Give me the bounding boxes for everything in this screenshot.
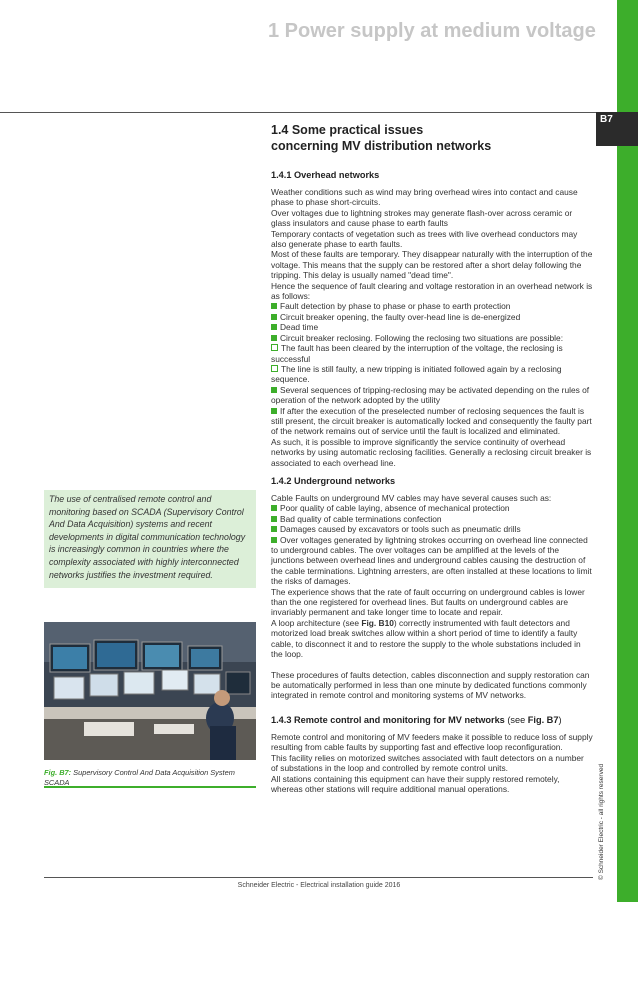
sidebar-note: The use of centralised remote control and monitoring based on SCADA (Supervisory Control And Data Acquisition) systems and recent developments in digital communication technology is increasingly common in countries where the complexity associated with highly interconnected networks justifies the investment required. xyxy=(44,490,256,588)
page-tab xyxy=(596,112,638,146)
paragraph: Hence the sequence of fault clearing and voltage restoration in an overhead network is as follows: xyxy=(271,280,593,302)
bullet-icon xyxy=(271,314,277,320)
section-title-line1: 1.4 Some practical issues xyxy=(271,123,424,137)
list-item: Poor quality of cable laying, absence of mechanical protection xyxy=(271,503,593,513)
list-item: Fault detection by phase to phase or phase to earth protection xyxy=(271,301,593,311)
caption-divider xyxy=(44,786,256,788)
paragraph: Most of these faults are temporary. They disappear naturally with the interruption of the voltage. This means that the supply can be restored after a short delay following the tripping. This delay is usually named "dead time". xyxy=(271,249,593,281)
figure-label: Fig. B7: xyxy=(44,768,72,777)
paragraph: As such, it is possible to improve significantly the service continuity of overhead networks by using automatic reclosing facilities. Generally a reclosing circuit breaker is associated to each overhead line. xyxy=(271,436,592,468)
bullet-icon xyxy=(271,303,277,309)
footer-divider xyxy=(44,877,593,878)
section-overhead-networks xyxy=(271,170,593,468)
paragraph: These procedures of faults detection, cables disconnection and supply restoration can be automatically performed in less than one minute by dedicated functions commonly integrated in remote control and monitoring systems of MV networks. xyxy=(271,669,590,701)
paragraph: A loop architecture (see Fig. B10) correctly instrumented with fault detectors and motorized load break switches allow within a short period of time to identify a faulty cable, to disconnect it and to restore the supply to the whole substations included in the loop. xyxy=(271,617,581,660)
sub-list-item: The fault has been cleared by the interruption of the voltage, the reclosing is successful xyxy=(271,343,563,364)
paragraph: Cable Faults on underground MV cables may have several causes such as: xyxy=(271,493,552,503)
paragraph: Remote control and monitoring of MV feeders make it possible to reduce loss of supply resulting from cable faults by supporting fast and effective loop reconfiguration. xyxy=(271,732,593,753)
header-divider xyxy=(0,112,596,113)
bullet-icon xyxy=(271,408,277,414)
heading-remote-control: 1.4.3 Remote control and monitoring for MV networks (see Fig. B7) xyxy=(271,715,562,725)
sub-list-item: The line is still faulty, a new tripping is initiated followed again by a reclosing sequence. xyxy=(271,363,562,385)
bullet-icon xyxy=(271,324,277,330)
page-tab-label: B7 xyxy=(600,114,613,125)
list-item: Bad quality of cable terminations confection xyxy=(271,514,593,524)
list-item: Circuit breaker reclosing. Following the reclosing two situations are possible: xyxy=(271,333,593,343)
paragraph: The experience shows that the rate of fault occurring on underground cables is lower than the one registered for overhead lines. But faults on underground cables are invariably permanent and take longer time to locate and repair. xyxy=(271,586,585,618)
list-item: Several sequences of tripping-reclosing may be activated depending on the rules of operation of the network adopted by the utility xyxy=(271,384,590,406)
bullet-icon xyxy=(271,387,277,393)
list-item: Over voltages generated by lightning strokes occurring on overhead line connected to underground cables. The over voltages can be amplified at the levels of the junctions between overhead lines and underground cables causing the destruction of the cable terminations. Lightning arresters, are often installed at these locations to limit the risks of damages. xyxy=(271,534,592,587)
scada-photo-illustration xyxy=(44,622,256,760)
bullet-icon xyxy=(271,537,277,543)
hollow-bullet-icon xyxy=(271,344,278,351)
bullet-icon xyxy=(271,526,277,532)
figure-reference-link[interactable]: Fig. B10 xyxy=(361,617,394,628)
chapter-title: 1 Power supply at medium voltage xyxy=(268,20,596,42)
list-item: Dead time xyxy=(271,322,593,332)
section-underground-networks xyxy=(271,476,593,701)
paragraph: Weather conditions such as wind may bring overhead wires into contact and cause phase to phase short-circuits. xyxy=(271,187,578,208)
spacer xyxy=(271,660,593,670)
section-title-line2: concerning MV distribution networks xyxy=(271,139,492,153)
list-item: If after the execution of the preselected number of reclosing sequences the fault is still present, the circuit breaker is automatically locked and consequently the faulty part of the network remains out of service until the fault is localized and eliminated. xyxy=(271,405,592,437)
list-item: Circuit breaker opening, the faulty over-head line is de-energized xyxy=(271,312,593,322)
hollow-bullet-icon xyxy=(271,365,278,372)
section-title xyxy=(271,122,591,154)
bullet-icon xyxy=(271,505,277,511)
paragraph: Over voltages due to lightning strokes may generate flash-over across ceramic or glass insulators and cause phase to earth faults xyxy=(271,207,573,229)
footer-text: Schneider Electric - Electrical installation guide 2016 xyxy=(237,882,401,889)
list-item: Damages caused by excavators or tools such as pneumatic drills xyxy=(271,524,593,534)
paragraph: Temporary contacts of vegetation such as trees with live overhead conductors may also generate phase to earth faults. xyxy=(271,228,578,250)
heading-underground-networks: 1.4.2 Underground networks xyxy=(271,476,396,486)
scada-control-room-photo xyxy=(44,622,256,760)
copyright-notice: © Schneider Electric - all rights reserved xyxy=(598,763,605,880)
bullet-icon xyxy=(271,335,277,341)
paragraph: This facility relies on motorized switches associated with fault detectors on a number of substations in the loop and controlled by remote control units. xyxy=(271,752,584,774)
heading-overhead-networks: 1.4.1 Overhead networks xyxy=(271,170,380,180)
paragraph: All stations containing this equipment can have their supply restored remotely, whereas other stations will require additional manual operations. xyxy=(271,773,560,795)
bullet-icon xyxy=(271,516,277,522)
section-remote-control xyxy=(271,715,593,794)
figure-caption: Fig. B7: Supervisory Control And Data Acquisition System SCADA xyxy=(44,768,235,787)
figure-reference-link[interactable]: Fig. B7 xyxy=(527,715,559,725)
